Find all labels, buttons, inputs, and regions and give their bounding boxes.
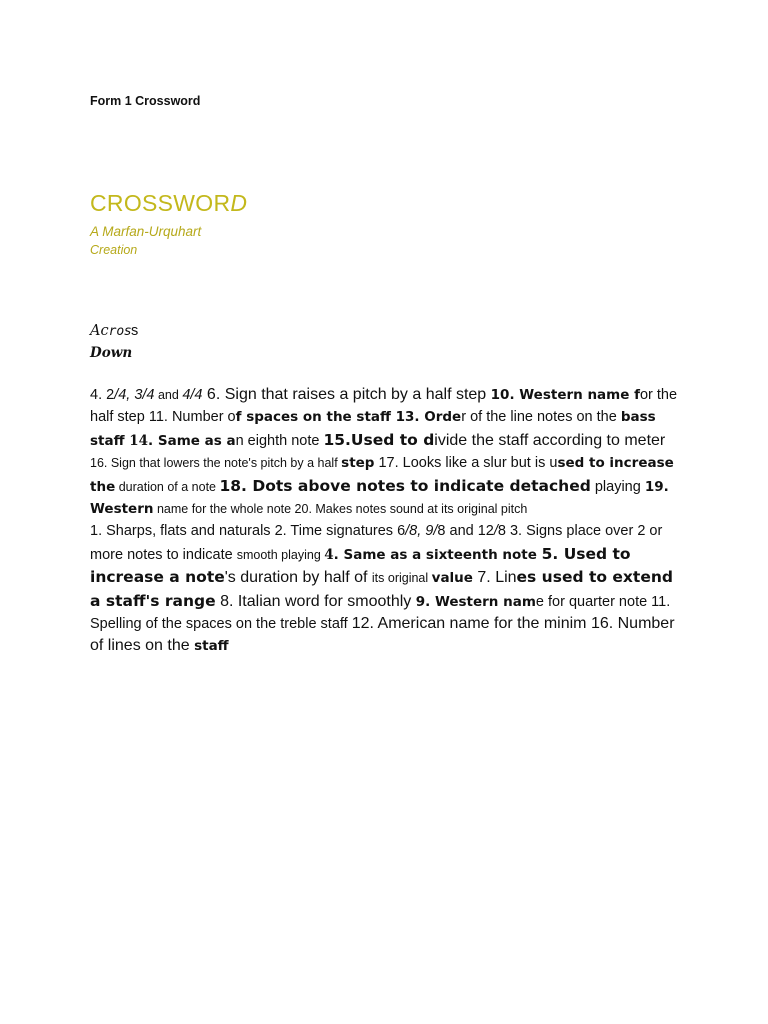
clue-text: r of the line notes on the <box>461 409 621 426</box>
clue-text: / <box>493 523 498 540</box>
clue-text: 8 3. Signs place over 2 or more notes to indicate <box>90 523 663 563</box>
clue-text: e for quarter note 11. Spelling of the spaces on the treble staff <box>90 593 671 633</box>
title-text-tail: D <box>230 190 248 216</box>
clue-text: 8. Italian word for smoothly <box>215 592 416 610</box>
clue-text: f spaces on the staff 13. Orde <box>235 409 462 426</box>
clue-text: 9. Western nam <box>415 593 536 610</box>
clue-text: ivide the staff according to meter <box>434 431 666 449</box>
clue-text: sed to increase the <box>90 455 674 495</box>
clue-text: 10. Western name f <box>490 387 640 403</box>
clue-text: or the half step 11. Number o <box>90 387 678 426</box>
clue-text: 16. Sign that lowers the note's pitch by a half <box>90 456 342 471</box>
across-heading-part: s <box>131 323 139 339</box>
clue-text: 17. Looks like a slur but is u <box>374 455 558 472</box>
clue-text: step <box>341 455 375 472</box>
clue-text: 19. Western <box>90 478 669 518</box>
clue-text: n eighth note <box>235 432 324 449</box>
clue-text: bass staff <box>90 409 656 449</box>
across-heading <box>90 323 138 339</box>
clue-text: 18. Dots above notes to indicate detached <box>219 476 591 495</box>
author-line: A Marfan-Urquhart <box>90 224 202 239</box>
down-heading: Down <box>90 345 133 361</box>
clue-text: es used to extend a staff's range <box>90 568 673 610</box>
clue-text: 4 <box>324 546 334 563</box>
clue-text: 7. Lin <box>472 569 517 587</box>
across-clues-paragraph <box>90 384 682 520</box>
clue-text: 4. 2 <box>90 387 115 403</box>
clue-text: and <box>154 388 183 402</box>
clue-text: /8, 9/ <box>405 523 438 540</box>
clues-text <box>90 384 682 658</box>
clue-text: 5. Used to increase a note <box>90 544 631 587</box>
clue-text: staff <box>194 638 229 655</box>
across-heading-part: s <box>124 324 132 339</box>
clue-text: 2. American name for the minim 16. Number of lines on the <box>90 615 675 655</box>
clue-text: name for the whole note 20. Makes notes sound at its original pitch <box>153 502 528 517</box>
across-heading-part: ro <box>108 324 125 339</box>
clue-text: duration of a note <box>115 479 220 494</box>
clue-text: value <box>431 570 473 587</box>
clue-text: 14 <box>129 432 149 449</box>
clue-text: 's duration by half of <box>224 569 372 587</box>
clue-text: 15.Used to d <box>323 430 435 449</box>
across-heading-part: Ac <box>90 323 109 339</box>
clue-text: . Same as a <box>148 432 236 449</box>
clue-text: smooth playing <box>236 547 325 562</box>
clue-text: 1. Sharps, flats and naturals 2. Time signatures 6 <box>90 523 406 540</box>
clue-text: /4, 3/4 <box>114 387 155 403</box>
document-title <box>90 190 247 217</box>
clue-text: playing <box>590 478 645 495</box>
clue-text: 8 and 12 <box>437 523 494 540</box>
clue-text: 1 <box>351 615 361 633</box>
clue-text: . Same as a sixteenth note <box>333 546 542 563</box>
page-header-title: Form 1 Crossword <box>90 94 201 108</box>
clue-text: 4/4 <box>182 387 203 403</box>
clue-text: 6. Sign that raises a pitch by a half step <box>202 386 491 403</box>
clue-text: its original <box>371 571 432 586</box>
down-clues-paragraph <box>90 520 682 657</box>
title-text: CROSSWOR <box>90 190 231 216</box>
creation-line: Creation <box>90 243 138 257</box>
